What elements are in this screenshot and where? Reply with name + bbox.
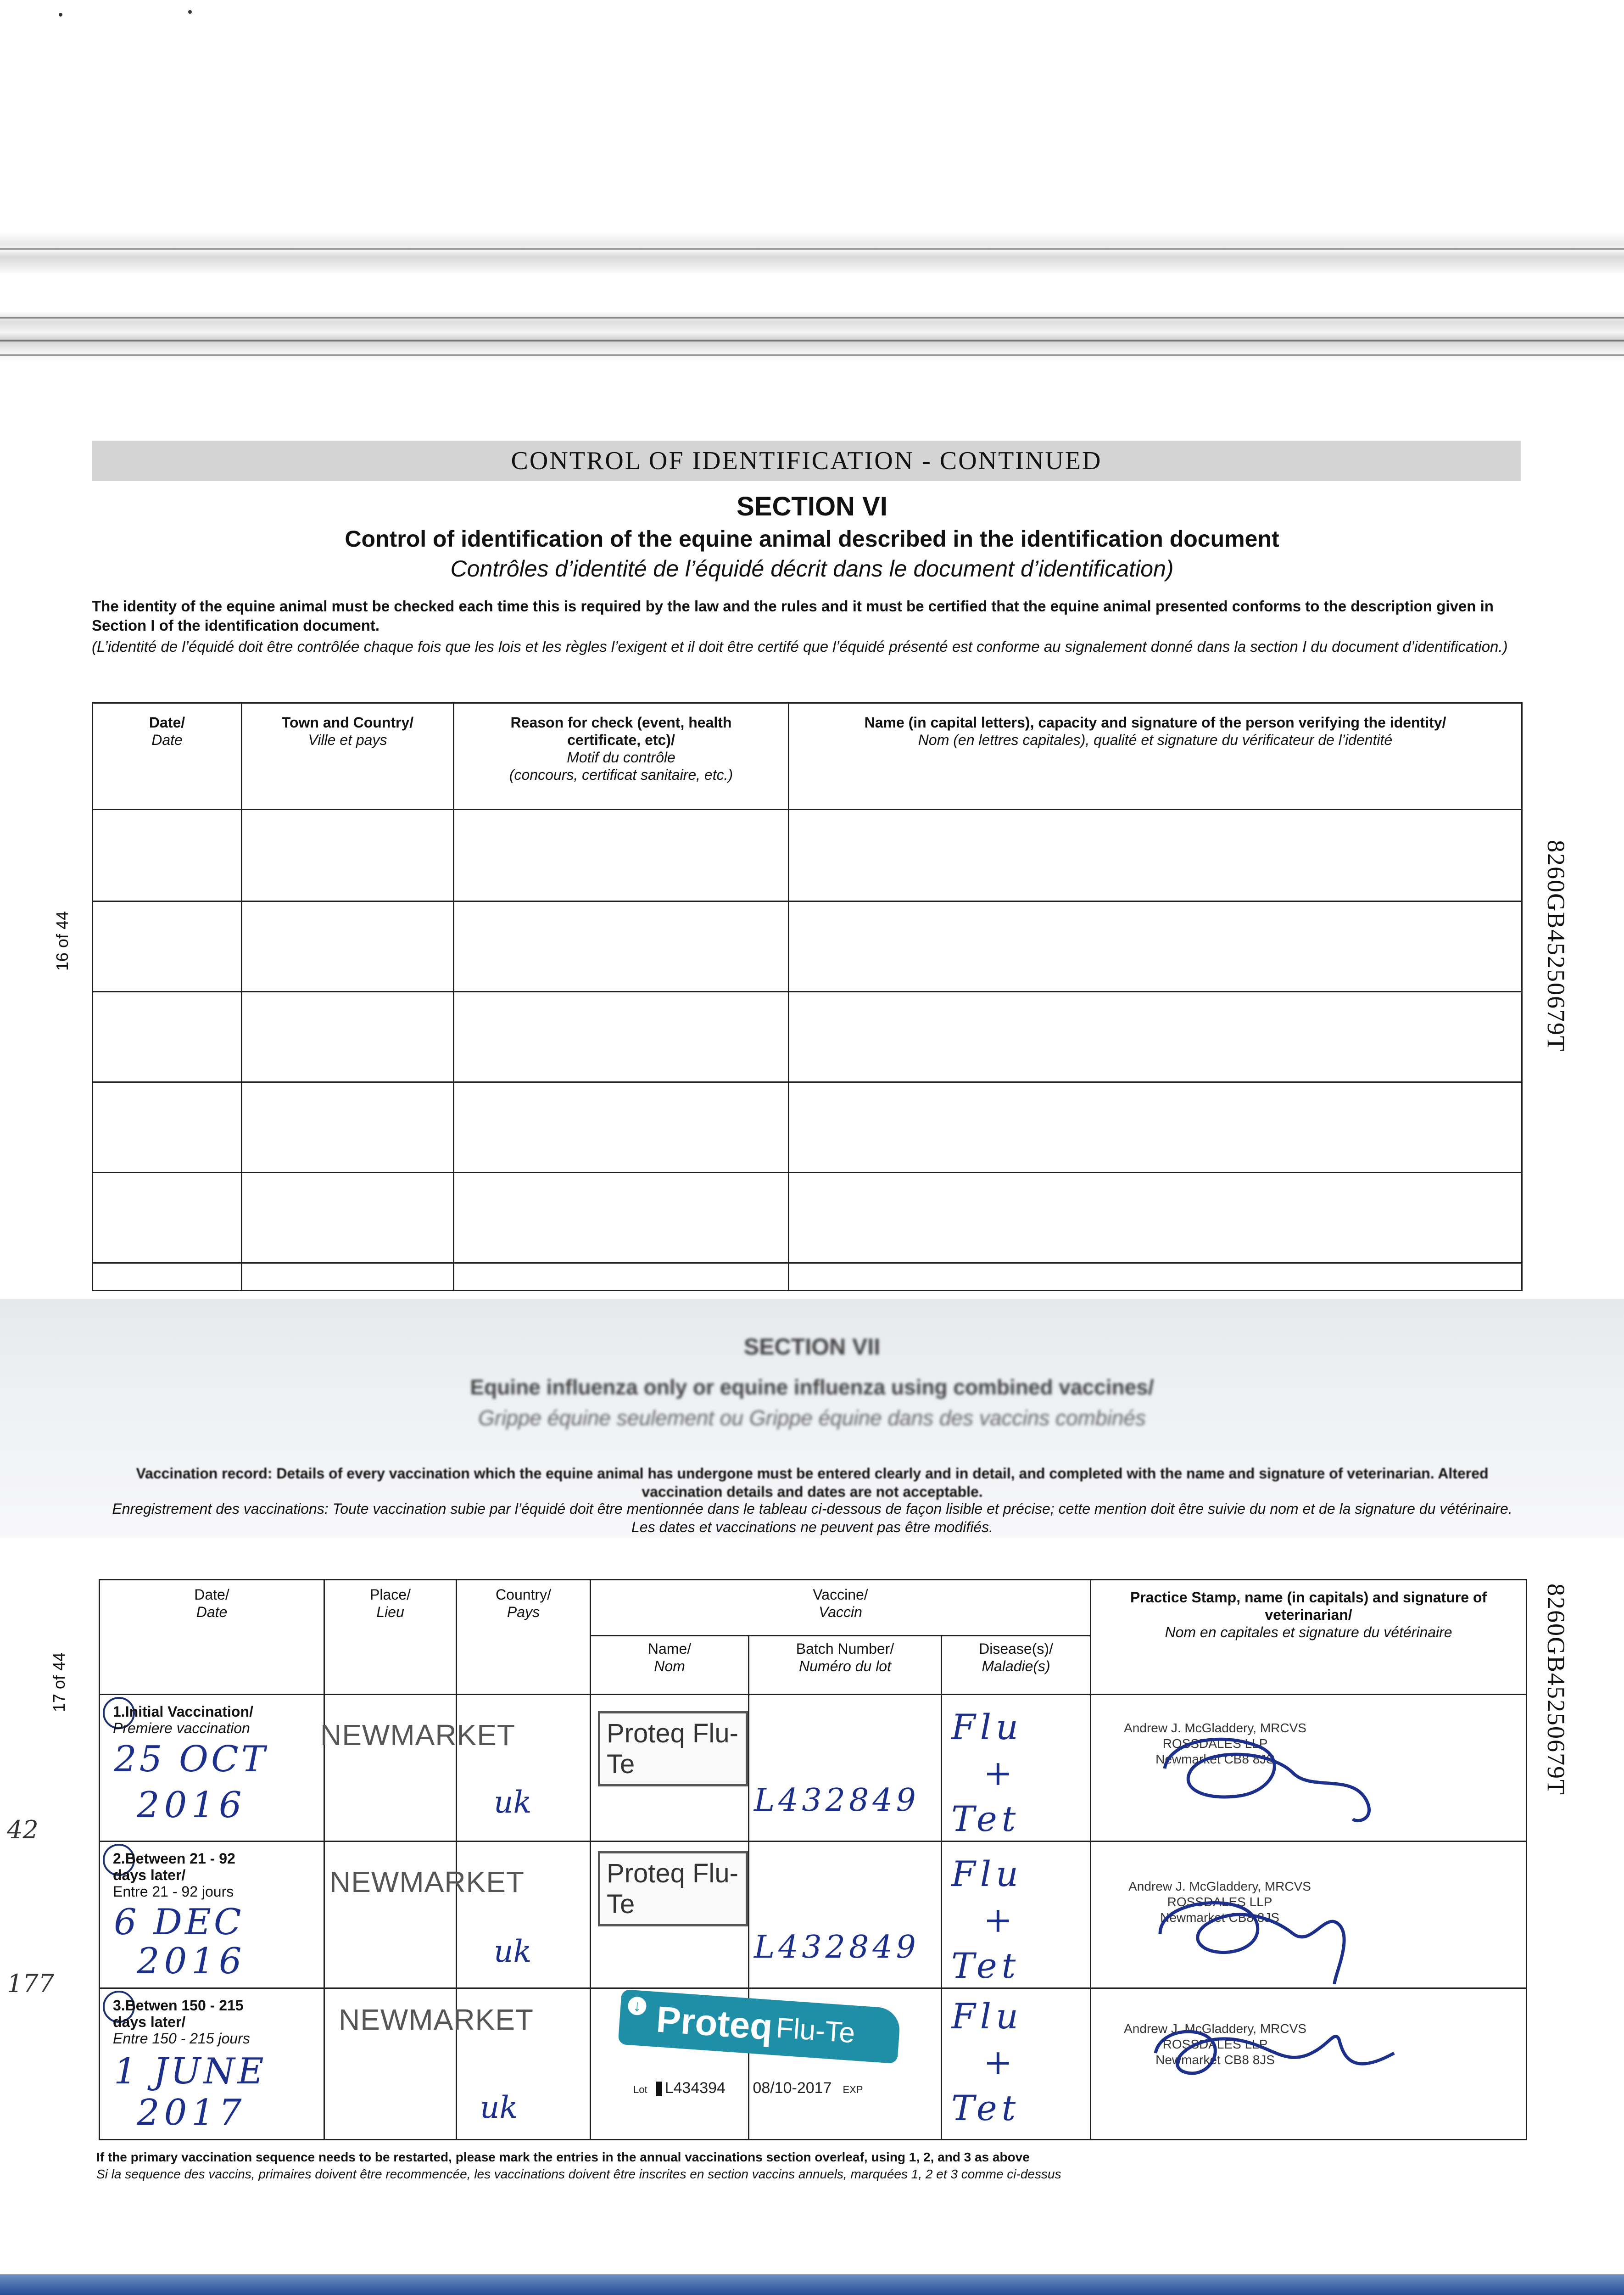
row-label: 2.Between 21 - 92 days later/ Entre 21 - 92 jours [113, 1850, 235, 1900]
vet-signature [1137, 1704, 1394, 1842]
row-label: 3.Betwen 150 - 215 days later/ Entre 150 - 215 jours [113, 1997, 250, 2047]
table-row [93, 992, 1522, 1082]
footnote-en: If the primary vaccination sequence needs to be restarted, please mark the entries in the annual vaccinations section overleaf, using 1, 2, and 3 as above [96, 2150, 1030, 2164]
col-place: Place/ Lieu [324, 1580, 457, 1695]
table-row [93, 1173, 1522, 1263]
table-row [93, 901, 1522, 992]
section-subtitle-fr: Grippe équine seulement ou Grippe équine dans des vaccins combinés [478, 1406, 1146, 1430]
exp-label: EXP [843, 2084, 863, 2095]
col-reason: Reason for check (event, health certificate, etc)/ Motif du contrôle (concours, certificat sanitaire, etc.) [454, 703, 789, 810]
handwritten-date: 6 DEC [114, 1902, 244, 1943]
scan-speck [59, 13, 62, 17]
handwritten-batch: L432849 [754, 1929, 920, 1965]
footnote-fr: Si la sequence des vaccins, primaires doivent être recommencée, les vaccinations doivent être inscrites en section vaccins annuels, marquées 1, 2 et 3 comme ci-dessus [96, 2167, 1061, 2181]
col-date: Date/ Date [100, 1580, 324, 1695]
country-cell [457, 1695, 591, 1842]
scan-fold-band [0, 232, 1624, 273]
col-country: Country/ Pays [457, 1580, 591, 1695]
vaccine-brand: Proteq [655, 1998, 774, 2048]
handwritten-country: uk [494, 1785, 532, 1820]
down-arrow-icon: ↓ [627, 1996, 647, 2016]
row-label: 1.Initial Vaccination/ Premiere vaccination [113, 1703, 253, 1736]
lot-line [633, 2079, 863, 2097]
vet-signature [1137, 2003, 1412, 2113]
vaccine-name-cell [591, 1695, 749, 1842]
place-stamp: NEWMARKET [339, 2003, 534, 2036]
margin-note: 177 [7, 1969, 55, 1998]
page-number: 17 of 44 [50, 1652, 68, 1713]
col-batch-number: Batch Number/ Numéro du lot [749, 1636, 942, 1695]
margin-note: 42 [7, 1815, 39, 1844]
table-header-row [100, 1580, 1527, 1636]
place-cell [324, 1695, 457, 1842]
col-vaccine: Vaccine/ Vaccin [591, 1580, 1091, 1636]
section-title: SECTION VII [743, 1334, 881, 1360]
vaccine-stamp: Proteq Flu-Te [598, 1851, 748, 1926]
col-verifier: Name (in capital letters), capacity and signature of the person verifying the identity/ Nom (en lettres capitales), qualité et signature du vérificateur de l’identité [789, 703, 1522, 810]
scan-speck [188, 10, 192, 14]
section-subtitle-en: Control of identification of the equine animal described in the identification document [345, 526, 1279, 552]
section-title: SECTION VI [737, 492, 887, 521]
banner-text: CONTROL OF IDENTIFICATION - CONTINUED [511, 447, 1102, 475]
section-banner [92, 441, 1521, 481]
handwritten-date: 25 OCT [114, 1739, 268, 1780]
vet-stamp-cell [1091, 1695, 1527, 1842]
scan-edge-strip [0, 2274, 1624, 2295]
vet-practice-stamp: Andrew J. McGladdery, MRCVS ROSSDALES LLP Newmarket CB8 8JS [1128, 1879, 1311, 1925]
col-date: Date/ Date [93, 703, 242, 810]
disease-cell [942, 1695, 1091, 1842]
vaccination-row [100, 1695, 1527, 1842]
vaccine-product: Flu-Te [775, 2012, 856, 2049]
disease-cell [942, 1842, 1091, 1988]
vaccine-stamp: Proteq Flu-Te [598, 1711, 748, 1786]
vaccine-name-cell [591, 1842, 749, 1988]
handwritten-disease: Flu + Tet [951, 1996, 1023, 2128]
expiry-date: 08/10-2017 [753, 2079, 832, 2097]
disease-cell [942, 1988, 1091, 2140]
scan-line [0, 354, 1624, 356]
vet-stamp-cell [1091, 1842, 1527, 1988]
handwritten-disease: Flu + Tet [951, 1707, 1023, 1839]
col-diseases: Disease(s)/ Maladie(s) [942, 1636, 1091, 1695]
vaccination-row [100, 1842, 1527, 1988]
vet-signature [1133, 1856, 1390, 1993]
vaccination-record-fr: Enregistrement des vaccinations: Toute vaccination subie par l’équidé doit être mentionnée dans le tableau ci-dessous de façon lisible et précise; cette mention doit être suivie du nom et de la signature du vétérinaire. Les dates et vaccinations ne peuvent pas être modifiés. [112, 1500, 1512, 1535]
handwritten-year: 2016 [137, 1785, 246, 1826]
place-stamp: NEWMARKET [320, 1718, 515, 1752]
batch-cell [749, 1695, 942, 1842]
page-number: 16 of 44 [53, 911, 72, 971]
country-cell [457, 1842, 591, 1988]
lot-prefix: Lot [633, 2084, 647, 2095]
place-cell [324, 1842, 457, 1988]
country-cell [457, 1988, 591, 2140]
barcode-icon [656, 2082, 662, 2096]
handwritten-disease: Flu + Tet [951, 1853, 1023, 1986]
passport-number: 8260GB45250679T [1542, 840, 1570, 1052]
scan-line [0, 317, 1624, 319]
scan-line [0, 248, 1624, 250]
scan-line [0, 340, 1624, 341]
vet-stamp-cell [1091, 1988, 1527, 2140]
section-subtitle-fr: Contrôles d’identité de l’équidé décrit dans le document d’identification) [450, 556, 1174, 582]
col-practice-stamp: Practice Stamp, name (in capitals) and signature of veterinarian/ Nom en capitales et signature du vétérinaire [1091, 1580, 1527, 1695]
intro-fr: (L’identité de l’équidé doit être contrôlée chaque fois que les lois et les règles l’exigent et il doit être certifé que l’équidé présenté est conforme au signalement donné dans la section I du document d’identification.) [92, 638, 1508, 655]
table-row [93, 810, 1522, 901]
vet-practice-stamp: Andrew J. McGladdery, MRCVS ROSSDALES LLP Newmarket CB8 8JS [1124, 1721, 1306, 1766]
handwritten-date: 1 JUNE [114, 2051, 267, 2092]
vaccination-record-en: Vaccination record: Details of every vaccination which the equine animal has undergone must be entered clearly and in detail, and completed with the name and signature of veterinarian. Altered vaccination details and dates are not acceptable. [136, 1465, 1489, 1500]
handwritten-country: uk [494, 1934, 532, 1969]
section-subtitle-en: Equine influenza only or equine influenza using combined vaccines/ [470, 1375, 1154, 1399]
handwritten-country: uk [480, 2090, 518, 2125]
lot-number: L434394 [664, 2079, 725, 2097]
table-row [93, 1082, 1522, 1173]
intro-en: The identity of the equine animal must be checked each time this is required by the law and the rules and it must be certified that the equine animal presented conforms to the description given in Section I of the identification document. [92, 598, 1494, 634]
table-header-row [93, 703, 1522, 810]
col-town-country: Town and Country/ Ville et pays [242, 703, 454, 810]
batch-cell [749, 1842, 942, 1988]
vet-practice-stamp: Andrew J. McGladdery, MRCVS ROSSDALES LLP Newmarket CB8 8JS [1124, 2021, 1306, 2067]
handwritten-batch: L432849 [754, 1782, 920, 1819]
place-stamp: NEWMARKET [329, 1865, 525, 1898]
table-row [93, 1263, 1522, 1291]
identification-table [92, 702, 1523, 1291]
passport-number: 8260GB45250679T [1542, 1584, 1570, 1796]
col-vaccine-name: Name/ Nom [591, 1636, 749, 1695]
handwritten-year: 2017 [137, 2092, 246, 2133]
handwritten-year: 2016 [137, 1941, 246, 1982]
